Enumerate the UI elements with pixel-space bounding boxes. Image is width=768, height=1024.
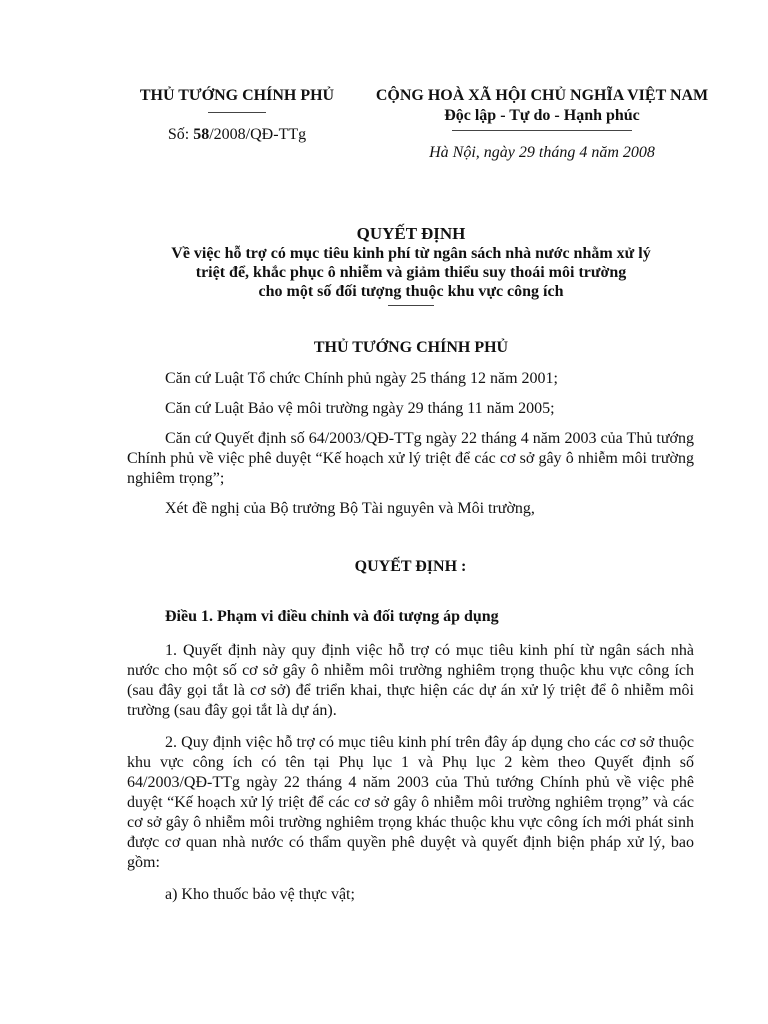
document-type: QUYẾT ĐỊNH: [356, 224, 466, 243]
issuer-block: [118, 86, 356, 145]
legal-basis-3: Căn cứ Quyết định số 64/2003/QĐ-TTg ngày 22 tháng 4 năm 2003 của Thủ tướng Chính phủ về việc phê duyệt “Kế hoạch xử lý triệt để các cơ sở gây ô nhiễm môi trường nghiêm trọng”;: [127, 430, 694, 487]
document-number-prefix: Số:: [167, 126, 194, 143]
issuer-underline: [208, 112, 266, 113]
nation-block: [356, 86, 728, 163]
legal-basis-1: Căn cứ Luật Tổ chức Chính phủ ngày 25 tháng 12 năm 2001;: [165, 370, 558, 387]
subject-line-3: cho một số đối tượng thuộc khu vực công ích: [258, 283, 564, 300]
article-1-item-a: a) Kho thuốc bảo vệ thực vật;: [165, 886, 355, 903]
article-1-title: Điều 1. Phạm vi điều chỉnh và đối tượng áp dụng: [165, 608, 499, 625]
decide-heading: QUYẾT ĐỊNH :: [354, 558, 467, 575]
subject-line-2: triệt để, khắc phục ô nhiễm và giảm thiểu suy thoái môi trường: [195, 264, 627, 281]
article-1-clause-2: 2. Quy định việc hỗ trợ có mục tiêu kinh phí trên đây áp dụng cho các cơ sở thuộc khu vực công ích có tên tại Phụ lục 1 và Phụ lục 2 kèm theo Quyết định số 64/2003/QĐ-TTg ngày 22 tháng 4 năm 2003 của Thủ tướng Chính phủ về việc phê duyệt “Kế hoạch xử lý triệt để các cơ sở gây ô nhiễm môi trường nghiêm trọng” và các cơ sở gây ô nhiễm môi trường nghiêm trọng khác thuộc khu vực công ích mới phát sinh được cơ quan nhà nước có thẩm quyền phê duyệt và quyết định biện pháp xử lý, bao gồm:: [127, 734, 694, 871]
article-1-clause-1: 1. Quyết định này quy định việc hỗ trợ có mục tiêu kinh phí từ ngân sách nhà nước cho một số cơ sở gây ô nhiễm môi trường nghiêm trọng thuộc khu vực công ích (sau đây gọi tắt là cơ sở) để triển khai, thực hiện các dự án xử lý triệt để ô nhiễm môi trường (sau đây gọi tắt là dự án).: [127, 642, 694, 719]
issuer-name: THỦ TƯỚNG CHÍNH PHỦ: [139, 87, 335, 104]
subject-line-1: Về việc hỗ trợ có mục tiêu kinh phí từ ngân sách nhà nước nhằm xử lý: [171, 245, 651, 262]
proposal-basis: Xét đề nghị của Bộ trưởng Bộ Tài nguyên và Môi trường,: [165, 500, 535, 517]
document-body: [127, 369, 694, 917]
legal-basis-2: Căn cứ Luật Bảo vệ môi trường ngày 29 tháng 11 năm 2005;: [165, 400, 555, 417]
national-motto: Độc lập - Tự do - Hạnh phúc: [444, 107, 640, 124]
authority-heading: THỦ TƯỚNG CHÍNH PHỦ: [313, 339, 509, 356]
document-number-value: 58: [193, 126, 210, 143]
decision-title-block: [110, 224, 712, 306]
motto-underline: [452, 130, 632, 131]
place-date: Hà Nội, ngày 29 tháng 4 năm 2008: [429, 144, 655, 161]
title-underline: [388, 305, 434, 306]
document-number: [118, 125, 356, 145]
nation-name: CỘNG HOÀ XÃ HỘI CHỦ NGHĨA VIỆT NAM: [375, 87, 709, 104]
document-number-suffix: /2008/QĐ-TTg: [209, 126, 307, 143]
